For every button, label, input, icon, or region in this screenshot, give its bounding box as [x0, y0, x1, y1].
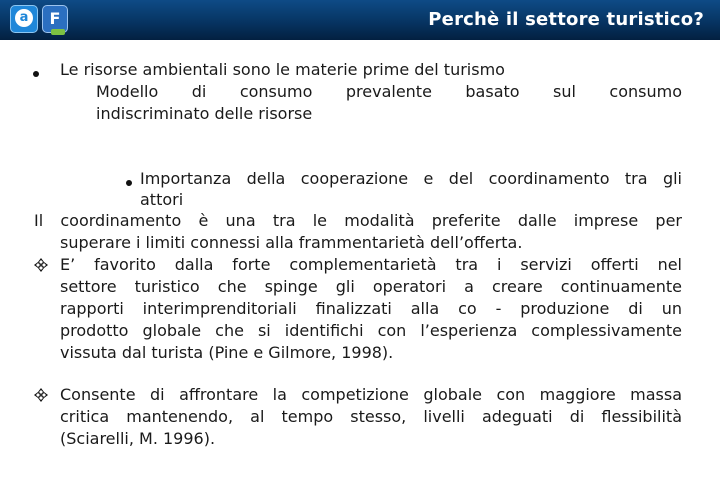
logo-icon — [10, 5, 70, 35]
bullet-1-line-2 — [96, 81, 682, 103]
logo-f-icon — [42, 5, 68, 33]
bullet-1-line-1: Le risorse ambientali sono le materie prime del turismo — [60, 60, 505, 79]
paragraph-line-2: superare i limiti connessi alla frammentarietà dell’offerta. — [60, 233, 523, 252]
page-title: Perchè il settore turistico? — [428, 9, 704, 30]
diamond-bullet-icon — [34, 388, 48, 402]
diamond-1-line-5: vissuta dal turista (Pine e Gilmore, 1998). — [60, 343, 394, 362]
diamond-2-line-1: Consente di affrontare la competizione globale con maggiore massa — [60, 385, 682, 404]
word: Modello — [96, 82, 159, 101]
word: consumo — [609, 82, 682, 101]
logo-a-icon — [10, 5, 38, 33]
bullet-dot-icon — [126, 180, 132, 186]
word: di — [191, 82, 207, 101]
diamond-bullet-icon — [34, 258, 48, 272]
word: sul — [553, 82, 576, 101]
word: prevalente — [345, 82, 432, 101]
bullet-2-line-2: attori — [140, 190, 184, 209]
diamond-1-line-1: E’ favorito dalla forte complementarietà tra i servizi offerti nel — [60, 255, 682, 274]
diamond-2-line-2: critica mantenendo, al tempo stesso, livelli adeguati di flessibilità — [60, 407, 682, 426]
diamond-1-line-3: rapporti interimprenditoriali finalizzati alla co - produzione di un — [60, 299, 682, 318]
word: consumo — [239, 82, 313, 101]
logo-a-letter: a — [15, 9, 33, 27]
paragraph-line-1: Il coordinamento è una tra le modalità preferite dalle imprese per — [34, 211, 682, 230]
bullet-dot-icon — [33, 71, 39, 77]
logo-f-letter: F — [49, 9, 61, 28]
word: basato — [465, 82, 520, 101]
title-bar — [0, 0, 720, 40]
bullet-1-line-3: indiscriminato delle risorse — [96, 104, 313, 123]
diamond-2-line-3: (Sciarelli, M. 1996). — [60, 429, 216, 448]
bullet-2-line-1: Importanza della cooperazione e del coordinamento tra gli — [140, 169, 682, 188]
diamond-1-line-2: settore turistico che spinge gli operatori a creare continuamente — [60, 277, 682, 296]
diamond-1-line-4: prodotto globale che si identifichi con l’esperienza complessivamente — [60, 321, 682, 340]
